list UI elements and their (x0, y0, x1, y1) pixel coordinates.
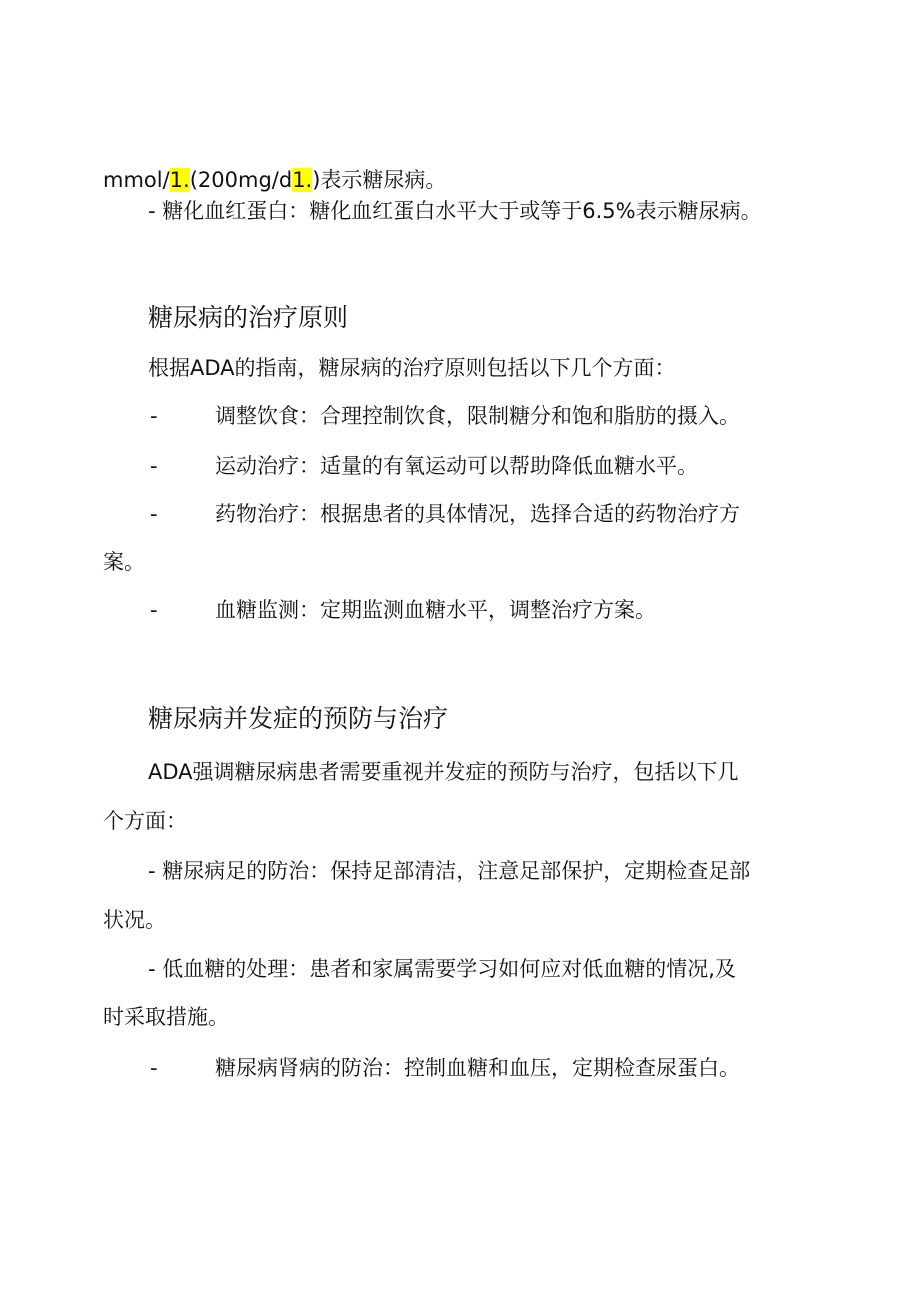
section2-item2-line-2: 时采取措施。 (103, 1005, 229, 1029)
intro-text-c: )表示糖尿病。 (312, 168, 447, 192)
list-item-text: 血糖监测：定期监测血糖水平，调整治疗方案。 (215, 598, 656, 622)
section2-intro-line-1: ADA强调糖尿病患者需要重视并发症的预防与治疗，包括以下几 (148, 760, 739, 784)
highlight-1: 1. (169, 168, 190, 192)
highlight-2: 1. (292, 168, 313, 192)
list-item-text: 运动治疗：适量的有氧运动可以帮助降低血糖水平。 (215, 454, 698, 478)
section2-intro-line-2: 个方面： (103, 809, 187, 833)
intro-line-2: - 糖化血红蛋白：糖化血红蛋白水平大于或等于6.5%表示糖尿病。 (148, 199, 762, 223)
list-item-text: 调整饮食：合理控制饮食，限制糖分和饱和脂肪的摄入。 (215, 404, 740, 428)
list-item-text: 药物治疗：根据患者的具体情况，选择合适的药物治疗方 (215, 502, 740, 526)
intro-text-a: mmol/ (103, 168, 170, 192)
list-item-continuation: 案。 (103, 550, 145, 574)
intro-line-1 (103, 165, 446, 195)
section2-item3-text: 糖尿病肾病的防治：控制血糖和血压，定期检查尿蛋白。 (215, 1056, 740, 1080)
section1-intro: 根据ADA的指南，糖尿病的治疗原则包括以下几个方面： (148, 356, 676, 380)
list-dash: - (150, 454, 158, 478)
intro-text-b: (200mg/d (189, 168, 293, 192)
section2-item1-line-2: 状况。 (103, 908, 166, 932)
section2-heading: 糖尿病并发症的预防与治疗 (148, 704, 449, 733)
section2-item1-line-1: - 糖尿病足的防治：保持足部清洁，注意足部保护，定期检查足部 (148, 859, 751, 883)
section1-heading: 糖尿病的治疗原则 (148, 303, 349, 332)
list-dash: - (150, 502, 158, 526)
list-dash: - (150, 404, 158, 428)
section2-item2-line-1: - 低血糖的处理：患者和家属需要学习如何应对低血糖的情况,及 (148, 957, 736, 981)
list-dash: - (150, 598, 158, 622)
list-dash: - (150, 1056, 158, 1080)
